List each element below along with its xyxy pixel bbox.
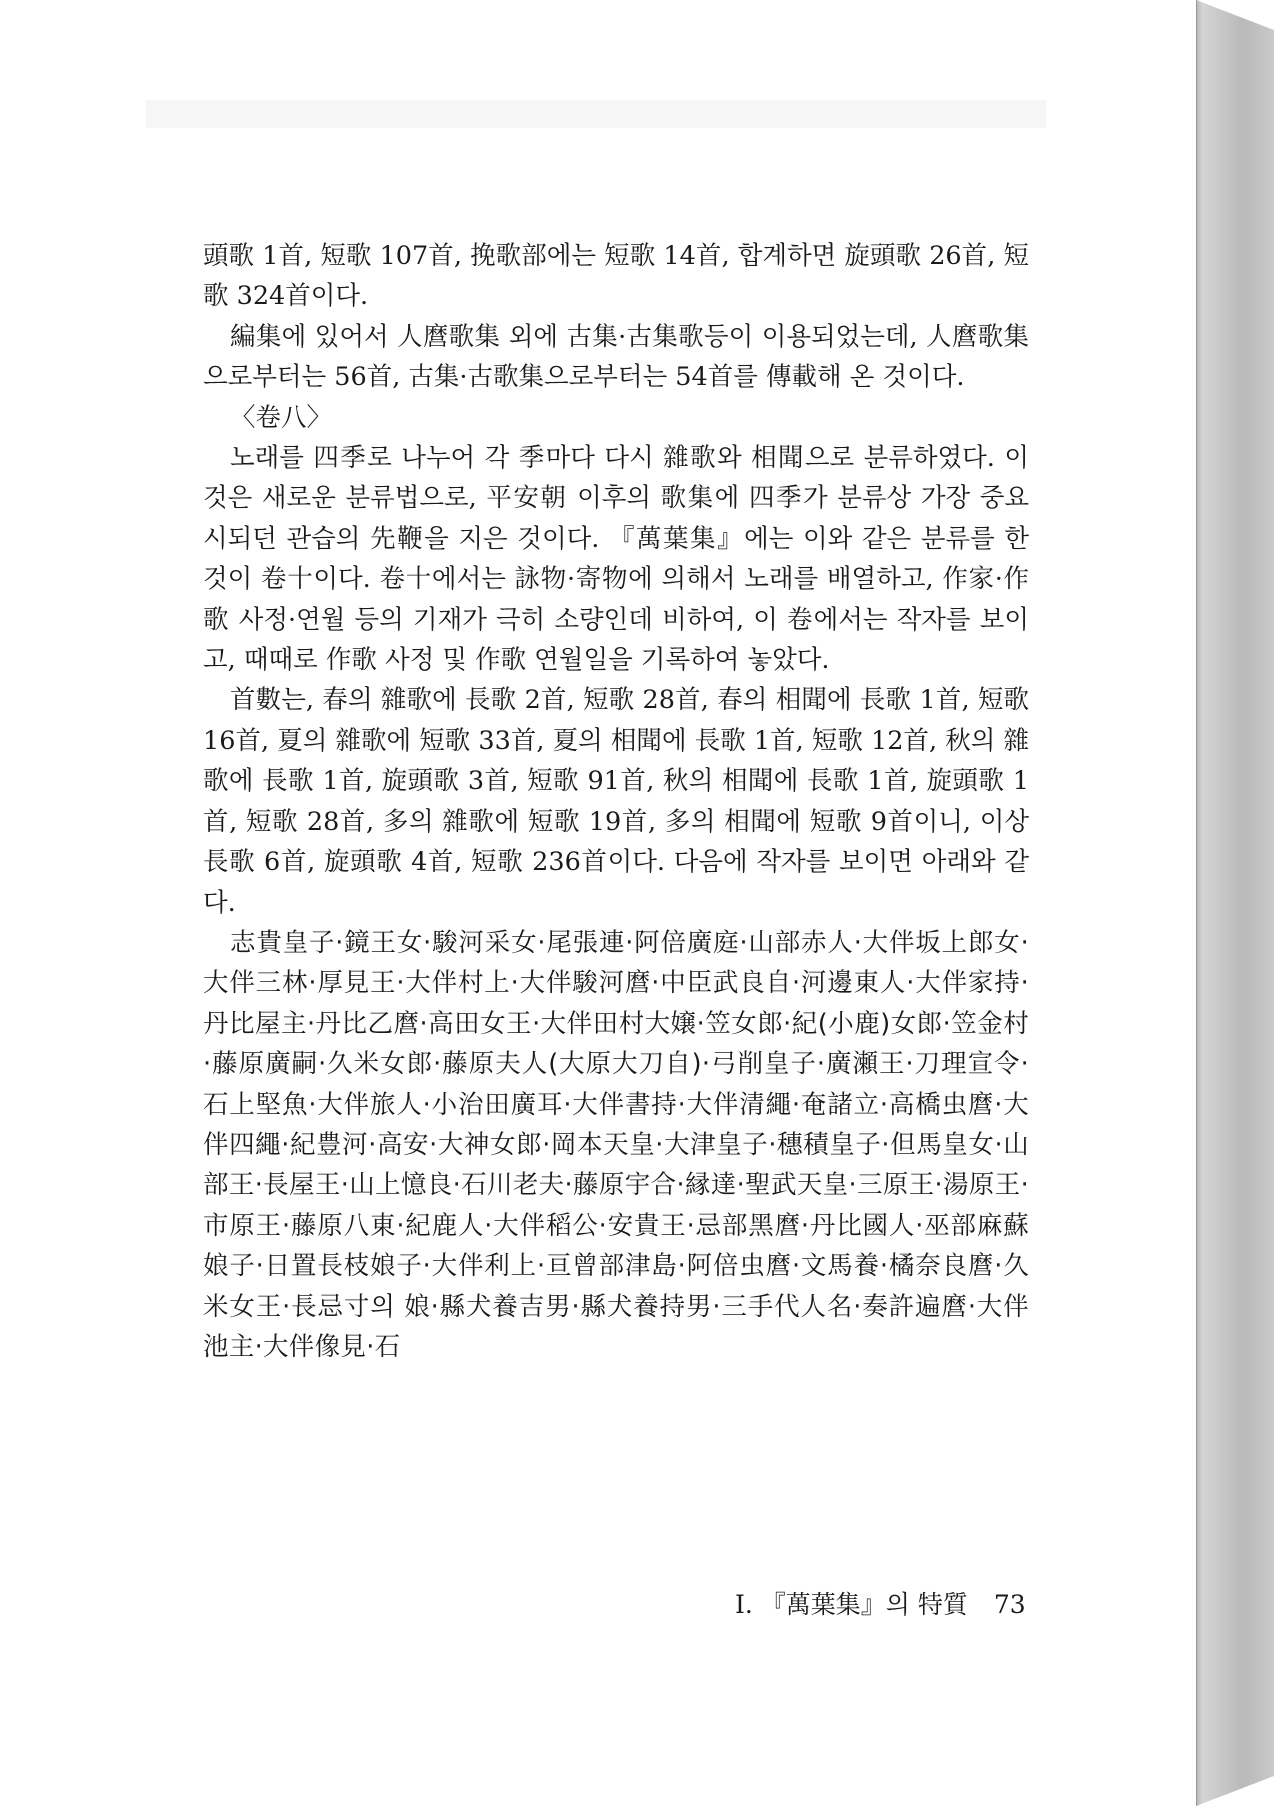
paragraph-editing-sources: 編集에 있어서 人麿歌集 외에 古集·古集歌등이 이용되었는데, 人麿歌集으로부터는 56首, 古集·古歌集으로부터는 54首를 傳載해 온 것이다. [203,321,1029,393]
page-footer [735,1585,1035,1621]
page-stack-edge [1196,0,1274,1806]
body-text [203,236,1029,1367]
paragraph-poem-counts: 首數는, 春의 雜歌에 長歌 2首, 短歌 28首, 春의 相聞에 長歌 1首, 短歌 16首, 夏의 雜歌에 短歌 33首, 夏의 相聞에 長歌 1首, 短歌 12首, 秋의 雜歌에 長歌 1首, 旋頭歌 3首, 短歌 91首, 秋의 相聞에 長歌 1首, 旋頭歌 1首, 短歌 28首, 多의 雜歌에 短歌 19首, 多의 相聞에 短歌 9首이니, 이상 長歌 6首, 旋頭歌 4首, 短歌 236首이다. 다음에 작자를 보이면 아래와 같다. [203,685,1029,918]
scan-band [146,100,1046,128]
page-number: 73 [993,1590,1026,1619]
paragraph-author-list: 志貴皇子·鏡王女·駿河采女·尾張連·阿倍廣庭·山部赤人·大伴坂上郎女·大伴三林·厚見王·大伴村上·大伴駿河麿·中臣武良自·河邊東人·大伴家持·丹比屋主·丹比乙麿·高田女王·大伴田村大嬢·笠女郎·紀(小鹿)女郎·笠金村·藤原廣嗣·久米女郎·藤原夫人(大原大刀自)·弓削皇子·廣瀬王·刀理宣令·石上堅魚·大伴旅人·小治田廣耳·大伴書持·大伴清繩·奄諸立·高橋虫麿·大伴四繩·紀豊河·高安·大神女郎·岡本天皇·大津皇子·穗積皇子·但馬皇女·山部王·長屋王·山上憶良·石川老夫·藤原宇合·縁達·聖武天皇·三原王·湯原王·市原王·藤原八東·紀鹿人·大伴稻公·安貴王·忌部黑麿·丹比國人·巫部麻蘇娘子·日置長枝娘子·大伴利上·亘曾部津島·阿倍虫麿·文馬養·橘奈良麿·久米女王·長忌寸의 娘·縣犬養吉男·縣犬養持男·三手代人名·奏許遍麿·大伴池主·大伴像見·石 [203,927,1029,1362]
paragraph-volume-8-classification: 노래를 四季로 나누어 각 季마다 다시 雜歌와 相聞으로 분류하였다. 이것은 새로운 분류법으로, 平安朝 이후의 歌集에 四季가 분류상 가장 중요시되던 관습의 先鞭을 지은 것이다. 『萬葉集』에는 이와 같은 분류를 한 것이 卷十이다. 卷十에서는 詠物·寄物에 의해서 노래를 배열하고, 作家·作歌 사정·연월 등의 기재가 극히 소량인데 비하여, 이 卷에서는 작자를 보이고, 때때로 作歌 사정 및 作歌 연월일을 기록하여 놓았다. [203,443,1029,676]
running-footer-title: Ⅰ. 『萬葉集』의 特質 [735,1590,968,1619]
paragraph-continuation: 頭歌 1首, 短歌 107首, 挽歌部에는 短歌 14首, 합계하면 旋頭歌 26首, 短歌 324首이다. [203,241,1029,312]
section-heading-volume-8: 〈卷八〉 [230,402,333,433]
